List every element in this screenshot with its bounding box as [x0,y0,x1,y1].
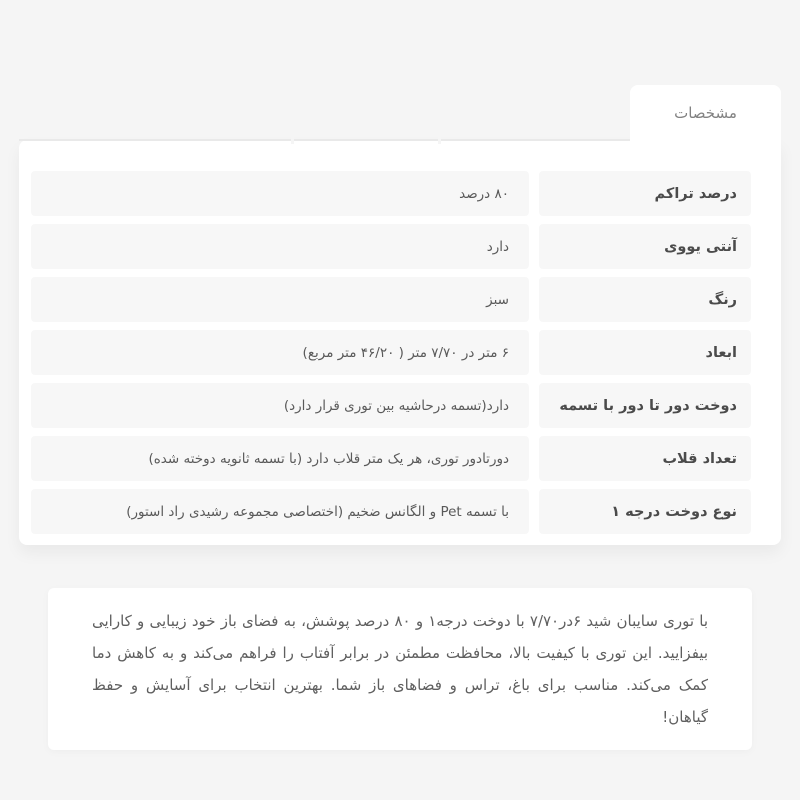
spec-value: دارد [31,224,529,269]
spec-row [31,383,751,428]
spec-value: ۶ متر در ۷/۷۰ متر ( ۴۶/۲۰ متر مربع) [31,330,529,375]
spec-row [31,171,751,216]
spec-label: ابعاد [539,330,751,375]
specifications-card [19,140,781,545]
spec-value: ۸۰ درصد [31,171,529,216]
spec-row [31,330,751,375]
spec-row [31,489,751,534]
tab-separator [438,136,441,144]
tab-specifications-label: مشخصات [674,104,737,122]
spec-value: سبز [31,277,529,322]
tab-strip-border [19,139,630,141]
tab-specifications[interactable] [630,85,781,141]
spec-row [31,277,751,322]
spec-value: دارد(تسمه درحاشیه بین توری قرار دارد) [31,383,529,428]
spec-value: دورتادور توری، هر یک متر قلاب دارد (با تسمه ثانویه دوخته شده) [31,436,529,481]
specs-table [31,171,751,534]
spec-value: با تسمه Pet و الگانس ضخیم (اختصاصی مجموعه رشیدی راد استور) [31,489,529,534]
spec-label: تعداد قلاب [539,436,751,481]
spec-label: درصد تراکم [539,171,751,216]
product-description: با توری سایبان شید ۶در۷/۷۰ با دوخت درجه۱ و ۸۰ درصد پوشش، به فضای باز خود زیبایی و کارایی بیفزایید. این توری با کیفیت بالا، محافظت مطمئن در برابر آفتاب را فراهم می‌کند و به کاهش دما کمک می‌کند. مناسب برای باغ، تراس و فضاهای باز شما. بهترین انتخاب برای آسایش و حفظ گیاهان! [92,612,709,726]
spec-label: دوخت دور تا دور با تسمه [539,383,751,428]
description-card [48,588,752,750]
spec-row [31,224,751,269]
spec-label: نوع دوخت درجه ۱ [539,489,751,534]
spec-row [31,436,751,481]
tab-separator [291,136,294,144]
spec-label: آنتی یووی [539,224,751,269]
spec-label: رنگ [539,277,751,322]
